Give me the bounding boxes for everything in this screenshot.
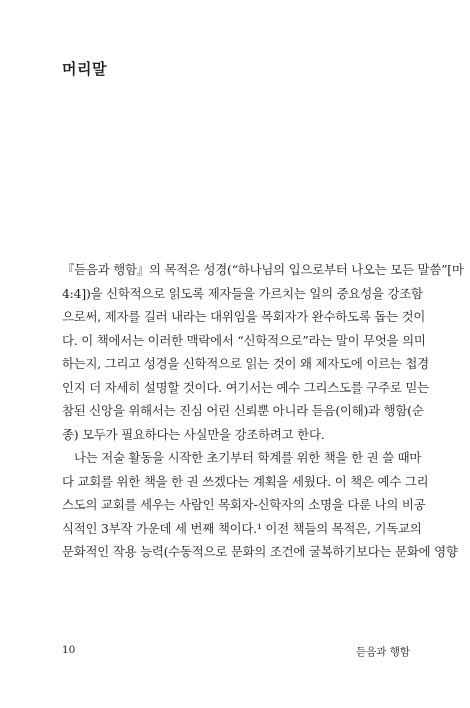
text-line: 다 교회를 위한 책을 한 권 쓰겠다는 계획을 세웠다. 이 책은 예수 그리	[62, 473, 429, 489]
text-line: 인지 더 자세히 설명할 것이다. 여기서는 예수 그리스도를 구주로 믿는	[62, 379, 429, 395]
text-line: 참된 신앙을 위해서는 진심 어린 신뢰뿐 아니라 듣음(이해)과 행함(순	[62, 403, 424, 418]
text-line: 4:4])을 신학적으로 읽도록 제자들을 가르치는 일의 중요성을 강조함	[62, 285, 423, 301]
page-number: 10	[62, 644, 76, 656]
text-line: 『듣음과 행함』의 목적은 성경(“하나님의 입으로부터 나오는 모든 말씀”[마	[62, 262, 464, 277]
chapter-title: 머리말	[62, 60, 107, 78]
body-text	[62, 258, 464, 564]
text-line: 스도의 교회를 세우는 사람인 목회자-신학자의 소명을 다룬 나의 비공	[62, 497, 426, 512]
text-line: 으로써, 제자를 길러 내라는 대위임을 목회자가 완수하도록 돕는 것이	[62, 309, 426, 324]
text-line: 종) 모두가 필요하다는 사실만을 강조하려고 한다.	[62, 426, 325, 442]
running-footer-title: 듣음과 행함	[355, 646, 410, 658]
text-line: 하는지, 그리고 성경을 신학적으로 읽는 것이 왜 제자도에 이르는 첩경	[62, 356, 429, 371]
text-line: 식적인 3부작 가운데 세 번째 책이다.¹ 이전 책들의 목적은, 기독교의	[62, 520, 422, 536]
text-line: 나는 저술 활동을 시작한 초기부터 학계를 위한 책을 한 권 쓸 때마	[74, 450, 422, 465]
text-line: 다. 이 책에서는 이러한 맥락에서 “신학적으로”라는 말이 무엇을 의미	[62, 332, 426, 348]
text-line: 문화적인 작용 능력(수동적으로 문화의 조건에 굴복하기보다는 문화에 영향	[62, 544, 458, 559]
